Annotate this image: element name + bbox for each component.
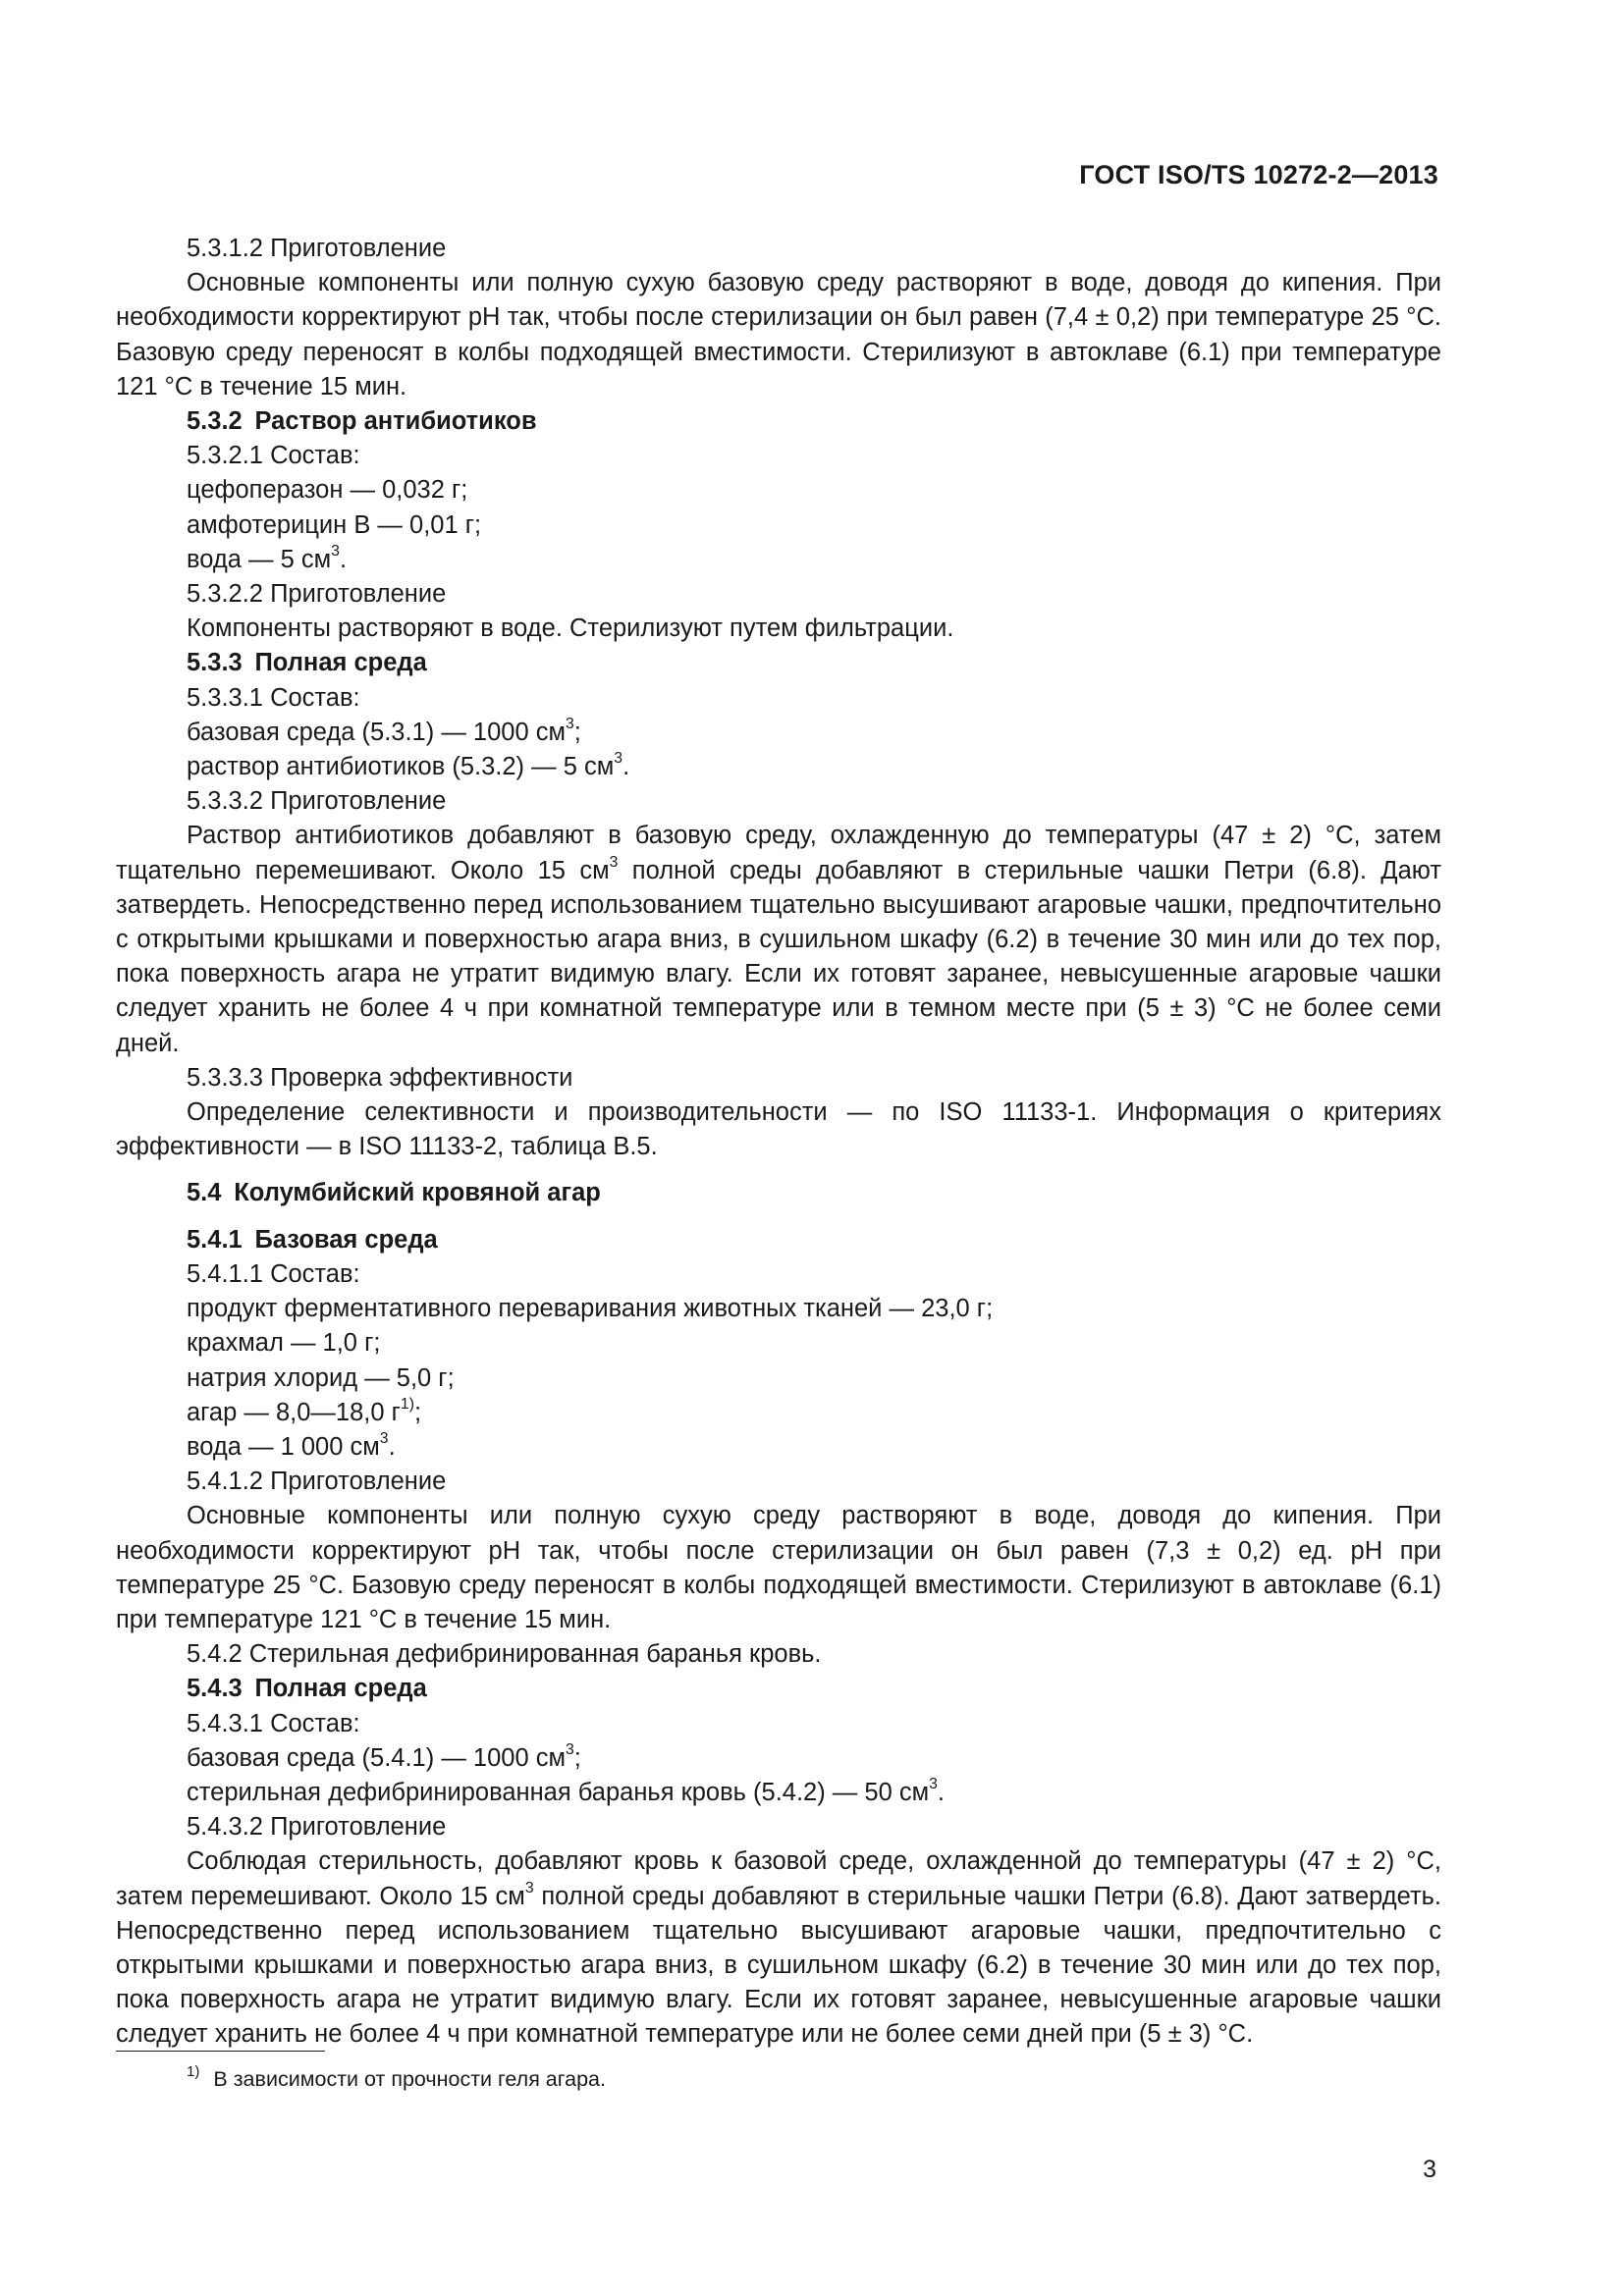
- paragraph-text: продукт ферментативного переваривания животных тканей — 23,0 г;: [187, 1295, 994, 1323]
- document-body: [116, 232, 1441, 2053]
- paragraph: [116, 1095, 1441, 1164]
- paragraph: [116, 1637, 1441, 1672]
- paragraph-text: 5.4.3.1 Состав:: [187, 1709, 360, 1737]
- section-title: Полная среда: [254, 1675, 427, 1703]
- section-number: 5.3.3: [187, 649, 243, 677]
- section-title: Базовая среда: [254, 1225, 438, 1254]
- paragraph-text: 5.4.2 Стерильная дефибринированная баранья кровь.: [187, 1640, 822, 1669]
- section-number: 5.4.3: [187, 1675, 243, 1703]
- paragraph: [116, 1776, 1441, 1810]
- section-number: 5.4.1: [187, 1225, 243, 1254]
- paragraph: [116, 543, 1441, 577]
- section-title: Раствор антибиотиков: [254, 407, 537, 436]
- paragraph-text-tail: .: [937, 1778, 946, 1806]
- paragraph: [116, 1362, 1441, 1396]
- section-title: Колумбийский кровяной агар: [234, 1179, 601, 1207]
- paragraph-text: крахмал — 1,0 г;: [187, 1329, 381, 1358]
- paragraph-text: 5.4.1.2 Приготовление: [187, 1468, 447, 1496]
- paragraph-text-tail: полной среды добавляют в стерильные чашки Петри (6.8). Дают затвердеть. Непосредственно перед использованием тщательно высушивают агаровые чашки, предпочтительно с открытыми крышками и поверхностью агара вниз, в сушильном шкафу (6.2) в течение 30 мин или до тех пор, пока поверхность агара не утратит видимую влагу. Если их готовят заранее, невысушенные агаровые чашки следует хранить не более 4 ч при комнатной температуре или в темном месте при (5 ± 3) °C не более семи дней.: [116, 856, 1441, 1057]
- superscript: 3: [609, 853, 619, 871]
- paragraph: [116, 439, 1441, 473]
- paragraph-text: 5.3.3.2 Приготовление: [187, 787, 447, 816]
- section-heading: [116, 1223, 1441, 1257]
- document-header: ГОСТ ISO/TS 10272-2—2013: [1079, 160, 1438, 189]
- section-heading: [116, 404, 1441, 439]
- paragraph-text-tail: .: [339, 545, 348, 573]
- paragraph-text: 5.3.3.3 Проверка эффективности: [187, 1063, 573, 1092]
- superscript: 1): [400, 1395, 414, 1413]
- paragraph-text: 5.4.1.1 Состав:: [187, 1259, 360, 1288]
- paragraph-text: вода — 5 см: [187, 545, 332, 573]
- paragraph: [116, 1430, 1441, 1465]
- superscript: 3: [524, 1879, 534, 1896]
- superscript: 3: [379, 1430, 389, 1448]
- footnote-divider: [116, 2051, 325, 2052]
- paragraph: [116, 716, 1441, 750]
- footnote-mark: 1): [187, 2062, 200, 2080]
- paragraph-text: 5.3.1.2 Приготовление: [187, 235, 447, 262]
- paragraph: [116, 1396, 1441, 1430]
- paragraph-text: стерильная дефибринированная баранья кровь (5.4.2) — 50 см: [187, 1778, 930, 1806]
- paragraph-text: Соблюдая стерильность, добавляют кровь к базовой среде, охлажденной до температуры (47 ± 2) °C, затем перемешивают. Около 15 см: [116, 1847, 1441, 1910]
- paragraph: [116, 819, 1441, 1060]
- superscript: 3: [331, 542, 340, 560]
- footnote: [187, 2064, 606, 2094]
- paragraph-text: 5.3.3.1 Состав:: [187, 683, 360, 712]
- superscript: 3: [566, 1740, 574, 1758]
- paragraph-text: Определение селективности и производительности — по ISO 11133-1. Информация о критериях эффективности — в ISO 11133-2, таблица В.5.: [116, 1098, 1441, 1161]
- paragraph-text-tail: ;: [413, 1398, 422, 1426]
- paragraph: [116, 612, 1441, 646]
- paragraph: [116, 1257, 1441, 1292]
- paragraph: [116, 1810, 1441, 1844]
- section-heading: [116, 1176, 1441, 1210]
- superscript: 3: [566, 715, 574, 732]
- paragraph-text: базовая среда (5.4.1) — 1000 см: [187, 1743, 566, 1772]
- paragraph-text: цефоперазон — 0,032 г;: [187, 476, 468, 505]
- section-number: 5.3.2: [187, 407, 243, 436]
- paragraph-text: Основные компоненты или полную сухую базовую среду растворяют в воде, доводя до кипения. При необходимости корректируют pH так, чтобы после стерилизации он был равен (7,4 ± 0,2) при температуре 25 °C. Базовую среду переносят в колбы подходящей вместимости. Стерилизуют в автоклаве (6.1) при температуре 121 °C в течение 15 мин.: [116, 269, 1441, 400]
- paragraph: [116, 681, 1441, 716]
- paragraph-text: агар — 8,0—18,0 г: [187, 1398, 401, 1426]
- paragraph: [116, 473, 1441, 507]
- paragraph: [116, 1465, 1441, 1499]
- superscript: 3: [929, 1776, 938, 1793]
- paragraph-text: натрия хлорид — 5,0 г;: [187, 1363, 455, 1392]
- paragraph: [116, 508, 1441, 543]
- paragraph-text-tail: .: [388, 1432, 396, 1461]
- footnote-text: В зависимости от прочности геля агара.: [213, 2067, 606, 2091]
- paragraph-text-tail: ;: [573, 1743, 581, 1772]
- paragraph: [116, 1326, 1441, 1361]
- paragraph-text: раствор антибиотиков (5.3.2) — 5 см: [187, 753, 615, 781]
- paragraph: [116, 1292, 1441, 1326]
- paragraph-text: 5.3.2.1 Состав:: [187, 442, 360, 470]
- paragraph: [116, 1707, 1441, 1741]
- paragraph-text: базовая среда (5.3.1) — 1000 см: [187, 718, 566, 746]
- paragraph: [116, 232, 1441, 266]
- paragraph-text-tail: ;: [573, 718, 581, 746]
- paragraph: [116, 1499, 1441, 1637]
- superscript: 3: [614, 750, 623, 768]
- paragraph-text: амфотерицин B — 0,01 г;: [187, 510, 482, 539]
- paragraph-text-tail: .: [622, 753, 630, 781]
- section-title: Полная среда: [254, 649, 427, 677]
- paragraph: [116, 577, 1441, 612]
- paragraph: [116, 750, 1441, 784]
- page-number: 3: [1423, 2156, 1436, 2183]
- paragraph-text: 5.3.2.2 Приготовление: [187, 580, 447, 609]
- paragraph: [116, 1844, 1441, 2052]
- paragraph-text: Основные компоненты или полную сухую среду растворяют в воде, доводя до кипения. При необходимости корректируют pH так, чтобы после стерилизации он был равен (7,3 ± 0,2) ед. pH при температуре 25 °C. Базовую среду переносят в колбы подходящей вместимости. Стерилизуют в автоклаве (6.1) при температуре 121 °C в течение 15 мин.: [116, 1502, 1441, 1633]
- paragraph-text-tail: полной среды добавляют в стерильные чашки Петри (6.8). Дают затвердеть. Непосредственно перед использованием тщательно высушивают агаровые чашки, предпочтительно с открытыми крышками и поверхностью агара вниз, в сушильном шкафу (6.2) в течение 30 мин или до тех пор, пока поверхность агара не утратит видимую влагу. Если их готовят заранее, невысушенные агаровые чашки следует хранить не более 4 ч при комнатной температуре или не более семи дней при (5 ± 3) °C.: [116, 1882, 1441, 2049]
- section-number: 5.4: [187, 1179, 222, 1207]
- section-heading: [116, 646, 1441, 680]
- paragraph-text: Компоненты растворяют в воде. Стерилизуют путем фильтрации.: [187, 614, 954, 643]
- paragraph: [116, 1741, 1441, 1776]
- paragraph-text: Раствор антибиотиков добавляют в базовую среду, охлажденную до температуры (47 ± 2) °C, затем тщательно перемешивают. Около 15 см: [116, 822, 1441, 884]
- paragraph: [116, 1061, 1441, 1095]
- paragraph: [116, 784, 1441, 819]
- section-heading: [116, 1672, 1441, 1706]
- paragraph-text: вода — 1 000 см: [187, 1432, 380, 1461]
- paragraph: [116, 266, 1441, 404]
- paragraph-text: 5.4.3.2 Приготовление: [187, 1813, 447, 1842]
